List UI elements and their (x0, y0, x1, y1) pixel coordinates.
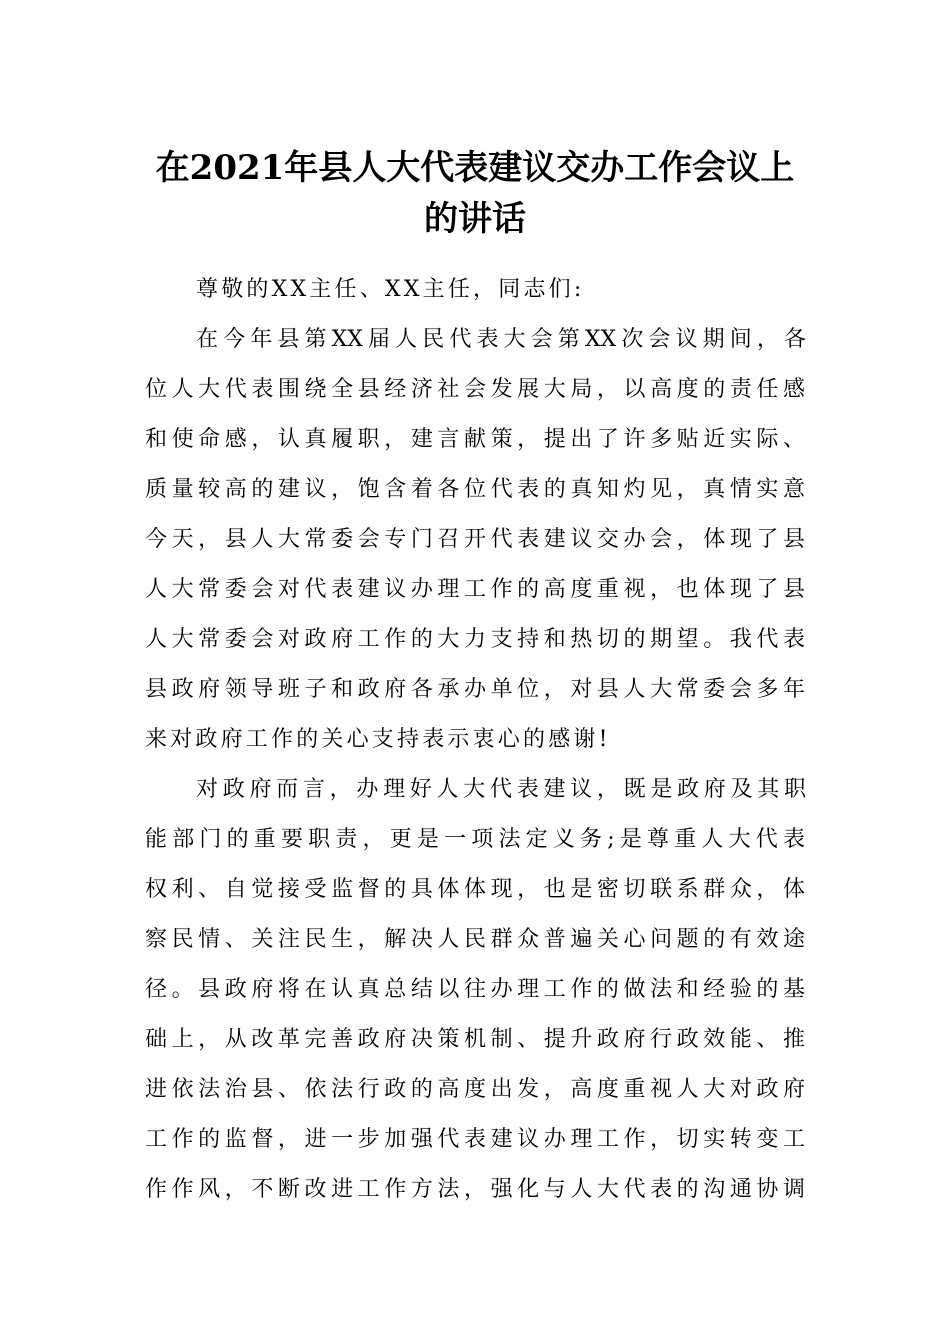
body-text-line: 础上，从改革完善政府决策机制、提升政府行政效能、推 (145, 1027, 805, 1052)
body-text-line: 径。县政府将在认真总结以往办理工作的做法和经验的基 (145, 977, 805, 1002)
body-text-line: 今天，县人大常委会专门召开代表建议交办会，体现了县 (145, 527, 805, 552)
body-text-line: 质量较高的建议，饱含着各位代表的真知灼见，真情实意 (145, 477, 805, 502)
body-text-line: 和使命感，认真履职，建言献策，提出了许多贴近实际、 (145, 427, 805, 452)
body-text-line: 在今年县第XX届人民代表大会第XX次会议期间，各 (196, 327, 806, 352)
body-text-line: 对政府而言，办理好人大代表建议，既是政府及其职 (196, 777, 806, 802)
body-text-line: 作作风，不断改进工作方法，强化与人大代表的沟通协调 (145, 1177, 805, 1202)
document-title-line-1: 在2021年县人大代表建议交办工作会议上 (155, 148, 795, 188)
body-text-line: 进依法治县、依法行政的高度出发，高度重视人大对政府 (145, 1077, 805, 1102)
salutation-line: 尊敬的XX主任、XX主任，同志们: (196, 277, 585, 302)
body-text-line: 察民情、关注民生，解决人民群众普遍关心问题的有效途 (145, 927, 805, 952)
body-text-line: 能部门的重要职责，更是一项法定义务;是尊重人大代表 (145, 827, 805, 852)
body-text-line: 工作的监督，进一步加强代表建议办理工作，切实转变工 (145, 1127, 805, 1152)
body-text-line: 人大常委会对代表建议办理工作的高度重视，也体现了县 (145, 577, 805, 602)
body-text-line: 位人大代表围绕全县经济社会发展大局，以高度的责任感 (145, 377, 805, 402)
body-text-line: 权利、自觉接受监督的具体体现，也是密切联系群众，体 (145, 877, 805, 902)
body-text-line: 来对政府工作的关心支持表示衷心的感谢! (145, 727, 611, 752)
document-title-line-2: 的讲话 (424, 199, 526, 239)
body-text-line: 人大常委会对政府工作的大力支持和热切的期望。我代表 (145, 627, 805, 652)
body-text-line: 县政府领导班子和政府各承办单位，对县人大常委会多年 (145, 677, 805, 702)
